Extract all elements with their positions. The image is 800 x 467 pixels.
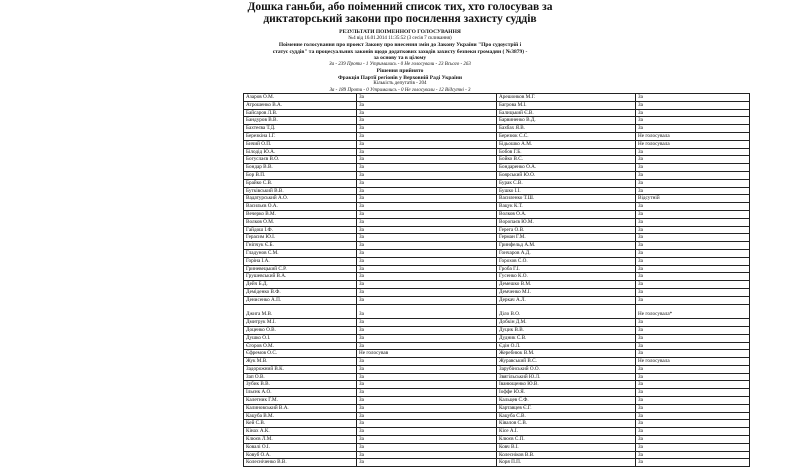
vote-result-left: За [357,281,497,289]
table-row [244,156,750,164]
table-row [244,187,750,195]
deputy-name-left: Бутківський В.В. [244,187,357,195]
deputy-name-left: Брайко С.В. [244,179,357,187]
vote-result-left: За [357,304,497,319]
faction-title: Фракція Партії регіонів у Верховній Раді України [337,74,463,81]
deputy-name-left: Душко О.І. [244,334,357,342]
vote-result-left: За [357,210,497,218]
vote-result-right: За [636,281,750,289]
deputy-name-left: Вадатурський А.О. [244,195,357,203]
vote-result-right: За [636,171,750,179]
table-row [244,365,750,373]
vote-result-right: За [636,420,750,428]
vote-result-right: За [636,296,750,304]
table-row [244,249,750,257]
vote-result-right: За [636,125,750,133]
vote-result-right: За [636,288,750,296]
table-row [244,210,750,218]
vote-result-right: За [636,148,750,156]
vote-result-right: За [636,249,750,257]
deputy-name-right: Боярський Ю.О. [497,171,636,179]
deputy-name-left: Бахтеєва Т.Д. [244,125,357,133]
table-row [244,358,750,366]
vote-result-left: За [357,117,497,125]
deputy-name-right: Кацуба С.В. [497,412,636,420]
vote-result-right: За [636,265,750,273]
vote-result-right: За [636,319,750,327]
vote-result-left: Не голосував [357,350,497,358]
deputy-name-right: Колесніков В.В. [497,451,636,459]
deputy-name-right: Герман Г.М. [497,234,636,242]
table-row [244,428,750,436]
deputy-name-right: Клюєв С.П. [497,436,636,444]
vote-result-right: За [636,373,750,381]
vote-result-right: Відсутній [636,195,750,203]
table-row [244,381,750,389]
deputy-name-left: Байсаров Л.В. [244,109,357,117]
deputy-name-right: Барвиненко В.Д. [497,117,636,125]
deputy-name-right: Деркач А.Л. [497,296,636,304]
faction-totals: За - 189 Проти - 0 Утримались - 0 Не голосували - 12 Відсутні - 3 [329,87,471,93]
table-row [244,140,750,148]
vote-result-right: Не голосувала [636,132,750,140]
deputy-name-left: Вечерко В.М. [244,210,357,218]
vote-result-left: За [357,94,497,102]
deputy-name-right: Бондаренко О.А. [497,164,636,172]
vote-result-left: За [357,164,497,172]
deputy-name-right: Балицький Є.В. [497,109,636,117]
vote-result-left: За [357,389,497,397]
deputy-name-left: Бандуров В.В. [244,117,357,125]
table-row [244,179,750,187]
deputy-name-right: Іоффе Ю.Я. [497,389,636,397]
deputy-name-left: Азаров О.М. [244,94,357,102]
deputy-name-right: Арешонков М.Г. [497,94,636,102]
table-row [244,304,750,319]
table-row [244,265,750,273]
deputy-name-right: Вацук К.Т. [497,203,636,211]
vote-result-left: За [357,412,497,420]
table-row [244,288,750,296]
vote-result-right: За [636,234,750,242]
table-row [244,404,750,412]
deputy-name-left: Грушевський В.А. [244,273,357,281]
vote-result-right: За [636,443,750,451]
deputy-name-left: Дейч Б.Д. [244,281,357,289]
vote-result-right: За [636,210,750,218]
vote-result-right: За [636,156,750,164]
table-row [244,326,750,334]
vote-result-left: За [357,428,497,436]
vote-result-right: За [636,109,750,117]
vote-result-left: За [357,319,497,327]
table-row [244,334,750,342]
deputy-name-left: Дмитрук М.І. [244,319,357,327]
deputy-name-left: Деміденко В.Ф. [244,288,357,296]
table-row [244,350,750,358]
vote-result-left: За [357,334,497,342]
deputy-name-left: Герасим Ю.І. [244,234,357,242]
vote-result-right: За [636,381,750,389]
table-row [244,257,750,265]
deputy-name-left: Кацуба В.М. [244,412,357,420]
vote-result-right: За [636,117,750,125]
document-title-line-1: Дошка ганьби, або поіменний список тих, хто голосував за [247,1,553,13]
table-row [244,242,750,250]
vote-result-left: За [357,203,497,211]
table-row [244,319,750,327]
deputy-name-right: Воропаєв Ю.М. [497,218,636,226]
deputy-name-right: Герега О.В. [497,226,636,234]
deputy-name-left: Ільєнк А.О. [244,389,357,397]
deputy-name-right: Єдін О.Л. [497,342,636,350]
table-row [244,226,750,234]
deputy-name-right: Березюк С.С. [497,132,636,140]
vote-result-left: За [357,234,497,242]
deputy-name-left: Гладунов С.М. [244,249,357,257]
deputy-name-left: Гриневецький С.Р. [244,265,357,273]
table-row [244,459,750,467]
deputy-name-right: Горохов С.О. [497,257,636,265]
deputy-name-right: Зарубінський О.О. [497,365,636,373]
table-row [244,195,750,203]
vote-result-left: За [357,342,497,350]
vote-result-left: За [357,148,497,156]
deputy-name-right: Іванющенко Ю.В. [497,381,636,389]
deputy-name-right: Бушко І.І. [497,187,636,195]
deputy-name-right: Демченко М.І. [497,288,636,296]
deputy-name-left: Горіна І.А. [244,257,357,265]
table-row [244,342,750,350]
deputy-name-left: Єгоров О.М. [244,342,357,350]
vote-result-right: За [636,428,750,436]
deputy-name-right: Діло В.О. [497,304,636,319]
table-row [244,234,750,242]
deputy-name-left: Доценко О.В. [244,326,357,334]
deputy-name-right: Дуцик В.В. [497,326,636,334]
table-row [244,273,750,281]
table-row [244,412,750,420]
vote-result-left: За [357,218,497,226]
vote-result-left: За [357,365,497,373]
vote-result-right: За [636,389,750,397]
table-row [244,451,750,459]
deputy-name-right: Картавцев Є.Г. [497,404,636,412]
table-row [244,296,750,304]
vote-result-right: За [636,397,750,405]
vote-result-right: За [636,164,750,172]
vote-result-left: За [357,195,497,203]
deputy-name-right: Бобов Г.Б. [497,148,636,156]
vote-result-right: За [636,242,750,250]
deputy-name-right: Кальцев С.Ф. [497,397,636,405]
deputy-name-right: Журавський В.С. [497,358,636,366]
vote-result-left: За [357,296,497,304]
deputy-name-right: Бахбах Я.В. [497,125,636,133]
vote-result-left: За [357,132,497,140]
vote-result-left: За [357,381,497,389]
deputy-name-left: Білодід Ю.А. [244,148,357,156]
deputy-name-left: Атрошенко В.А. [244,101,357,109]
deputy-name-right: Волков О.А. [497,210,636,218]
deputy-name-left: Гайдош І.Ф. [244,226,357,234]
deputy-name-right: Бідьошко А.М. [497,140,636,148]
vote-table [243,93,750,467]
deputy-name-left: Зубик В.В. [244,381,357,389]
table-row [244,101,750,109]
deputy-name-right: Дудник С.В. [497,334,636,342]
vote-result-left: За [357,358,497,366]
vote-result-left: За [357,443,497,451]
deputy-name-right: Коря П.П. [497,459,636,467]
deputy-name-left: Кінах А.К. [244,428,357,436]
table-row [244,218,750,226]
table-row [244,148,750,156]
bill-description-line-1: Поіменне голосування про проект Закону про внесення змін до Закону України "Про судоустрій і [278,42,522,48]
deputy-name-right: Василенко Т.Ш. [497,195,636,203]
vote-result-left: За [357,226,497,234]
deputy-name-right: Звягільський Ю.Л. [497,373,636,381]
vote-result-right: За [636,218,750,226]
deputy-name-left: Ковалі О.І. [244,443,357,451]
table-row [244,109,750,117]
vote-result-right: За [636,203,750,211]
bill-description-line-3: за основу та в цілому [373,55,427,61]
vote-result-right: За [636,365,750,373]
vote-result-left: За [357,125,497,133]
vote-result-right: За [636,451,750,459]
vote-totals: За - 239 Проти - 1 Утримались - 0 Не голосували - 23 Всього - 263 [329,61,471,67]
deputy-name-right: Добкін Д.М. [497,319,636,327]
bill-description-line-2: статус суддів" та процесуальних законів щодо додаткових заходів захисту безпеки громадян ( №3879) - [272,48,528,55]
vote-result-left: За [357,265,497,273]
vote-result-right: За [636,101,750,109]
vote-meta: №4 від 16.01.2014 11:35:52 (3 сесія 7 скликання) [348,35,452,41]
deputy-name-left: Задорожний В.К. [244,365,357,373]
deputy-name-left: Ковуб О.А. [244,451,357,459]
vote-result-left: За [357,404,497,412]
table-row [244,436,750,444]
table-row [244,281,750,289]
deputy-name-left: Єфремов О.С. [244,350,357,358]
vote-result-left: За [357,459,497,467]
vote-result-left: За [357,171,497,179]
vote-result-right: За [636,404,750,412]
vote-result-left: За [357,156,497,164]
deputy-name-right: Жеребнюк В.М. [497,350,636,358]
vote-result-left: За [357,101,497,109]
table-row [244,164,750,172]
deputy-name-left: Джига М.В. [244,304,357,319]
table-row [244,397,750,405]
deputy-name-left: Кей С.В. [244,420,357,428]
deputy-name-left: Васильєв О.А. [244,203,357,211]
deputies-count: Кількість депутатів - 204 [373,81,427,86]
deputy-name-right: Гусенко К.О. [497,273,636,281]
vote-result-left: За [357,420,497,428]
table-row [244,389,750,397]
deputy-name-right: Демешко В.М. [497,281,636,289]
deputy-name-right: Бойко В.С. [497,156,636,164]
vote-result-right: За [636,257,750,265]
table-row [244,420,750,428]
vote-result-left: За [357,187,497,195]
deputy-name-left: Жук М.В. [244,358,357,366]
decision: Рішення прийнято [376,68,424,74]
deputy-name-left: Бор В.П. [244,171,357,179]
vote-result-right: Не голосувала* [636,304,750,319]
vote-result-left: За [357,373,497,381]
deputy-name-right: Ківалов С.В. [497,420,636,428]
table-row [244,117,750,125]
table-row [244,132,750,140]
vote-result-left: За [357,326,497,334]
deputy-name-right: Гринфельд А.М. [497,242,636,250]
deputy-name-left: Калиновський В.А. [244,404,357,412]
vote-result-left: За [357,179,497,187]
vote-result-left: За [357,257,497,265]
vote-result-right: За [636,350,750,358]
deputy-name-right: Багрова М.І. [497,101,636,109]
deputy-name-right: Гроба Г.І. [497,265,636,273]
vote-result-left: За [357,397,497,405]
deputy-name-left: Березкіна І.Г. [244,132,357,140]
deputy-name-left: Богуслаєв В.О. [244,156,357,164]
deputy-name-right: Ковч В.І. [497,443,636,451]
vote-result-left: За [357,451,497,459]
vote-result-right: За [636,273,750,281]
deputy-name-left: Бичий О.П. [244,140,357,148]
results-title: РЕЗУЛЬТАТИ ПОІМЕННОГО ГОЛОСУВАННЯ [339,29,461,35]
table-row [244,171,750,179]
vote-result-right: За [636,326,750,334]
deputy-name-left: Гніпчук Є.Б. [244,242,357,250]
vote-result-right: Не голосувала [636,140,750,148]
deputy-name-left: Колесніченко В.В. [244,459,357,467]
deputy-name-left: Волков О.М. [244,218,357,226]
vote-result-right: За [636,459,750,467]
deputy-name-right: Кісе А.І. [497,428,636,436]
table-row [244,203,750,211]
vote-result-right: За [636,187,750,195]
deputy-name-left: Денисенко А.П. [244,296,357,304]
vote-result-right: За [636,342,750,350]
vote-result-left: За [357,288,497,296]
vote-result-right: За [636,94,750,102]
vote-result-left: За [357,109,497,117]
document-title [0,1,800,25]
vote-result-left: За [357,436,497,444]
deputy-name-left: Бондар В.В. [244,164,357,172]
deputy-name-right: Бурак С.В. [497,179,636,187]
vote-result-right: За [636,436,750,444]
vote-table-body [244,94,750,467]
table-row [244,373,750,381]
vote-result-right: Не голосувала [636,358,750,366]
vote-result-left: За [357,249,497,257]
vote-result-left: За [357,273,497,281]
deputy-name-right: Гончаров А.Д. [497,249,636,257]
deputy-name-left: Калетник Г.М. [244,397,357,405]
table-row [244,125,750,133]
vote-result-left: За [357,140,497,148]
vote-result-right: За [636,334,750,342]
vote-result-left: За [357,242,497,250]
deputy-name-left: Клюєв Л.М. [244,436,357,444]
deputy-name-left: Зап О.В. [244,373,357,381]
vote-result-right: За [636,412,750,420]
table-row [244,94,750,102]
document-title-line-2: диктаторський закони про посилення захисту суддів [263,13,537,25]
vote-result-right: За [636,179,750,187]
vote-result-right: За [636,226,750,234]
vote-results-header [235,29,565,94]
